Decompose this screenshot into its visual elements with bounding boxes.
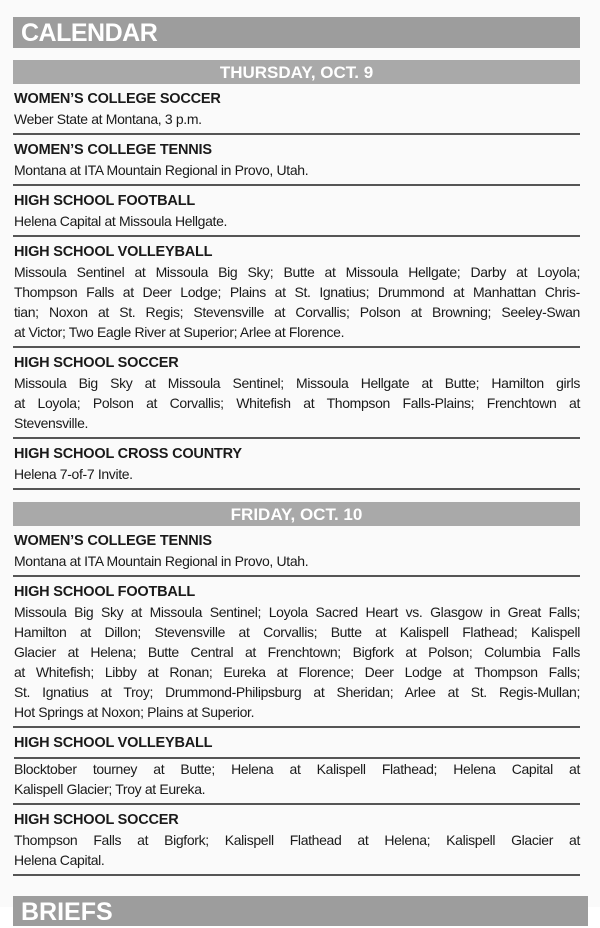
event-text: Helena Capital at Missoula Hellgate. <box>14 213 228 229</box>
event-text: at Loyola; Polson at Corvallis; Whitefish at Thompson Falls-Plains; Frenchtown at <box>14 395 580 411</box>
event-section <box>13 348 580 439</box>
event-text: Missoula Big Sky at Missoula Sentinel; Missoula Hellgate at Butte; Hamilton girls <box>14 375 580 391</box>
event-section <box>13 84 580 135</box>
event-text: Thompson Falls at Deer Lodge; Plains at St. Ignatius; Drummond at Manhattan Chris- <box>14 284 580 300</box>
briefs-header: BRIEFS <box>13 896 588 926</box>
event-text: Helena 7-of-7 Invite. <box>14 466 133 482</box>
event-text: Weber State at Montana, 3 p.m. <box>14 111 202 127</box>
event-section <box>13 728 580 805</box>
sport-heading: WOMEN’S COLLEGE TENNIS <box>14 142 212 158</box>
day-header: THURSDAY, OCT. 9 <box>13 60 580 84</box>
event-text: Helena Capital. <box>14 852 105 868</box>
sport-heading: HIGH SCHOOL CROSS COUNTRY <box>14 446 242 462</box>
sport-heading: HIGH SCHOOL SOCCER <box>14 812 179 828</box>
calendar-header: CALENDAR <box>13 17 580 48</box>
event-text: tian; Noxon at St. Regis; Stevensville at Corvallis; Polson at Browning; Seeley-Swan <box>14 304 580 320</box>
event-text: St. Ignatius at Troy; Drummond-Philipsburg at Sheridan; Arlee at St. Regis-Mullan; <box>14 684 580 700</box>
event-section <box>13 805 580 876</box>
event-text: Hamilton at Dillon; Stevensville at Corvallis; Butte at Kalispell Flathead; Kalispell <box>14 624 580 640</box>
sport-heading: HIGH SCHOOL VOLLEYBALL <box>14 244 213 260</box>
event-section <box>13 577 580 728</box>
event-section <box>13 135 580 186</box>
event-section <box>13 186 580 237</box>
sport-heading: HIGH SCHOOL VOLLEYBALL <box>14 733 580 759</box>
event-text: Missoula Sentinel at Missoula Big Sky; Butte at Missoula Hellgate; Darby at Loyola; <box>14 264 580 280</box>
event-text: at Victor; Two Eagle River at Superior; Arlee at Florence. <box>14 324 345 340</box>
event-text: Stevensville. <box>14 415 89 431</box>
sport-heading: WOMEN’S COLLEGE TENNIS <box>14 533 212 549</box>
event-section <box>13 237 580 348</box>
event-section <box>13 526 580 577</box>
event-text: at Whitefish; Libby at Ronan; Eureka at Florence; Deer Lodge at Thompson Falls; <box>14 664 580 680</box>
event-text: Missoula Big Sky at Missoula Sentinel; Loyola Sacred Heart vs. Glasgow in Great Falls; <box>14 604 580 620</box>
sport-heading: HIGH SCHOOL FOOTBALL <box>14 193 196 209</box>
day-header: FRIDAY, OCT. 10 <box>13 502 580 526</box>
sport-heading: WOMEN’S COLLEGE SOCCER <box>14 91 221 107</box>
event-text: Montana at ITA Mountain Regional in Provo, Utah. <box>14 162 309 178</box>
event-text: Glacier at Helena; Butte Central at Frenchtown; Bigfork at Polson; Columbia Falls <box>14 644 580 660</box>
event-text: Thompson Falls at Bigfork; Kalispell Flathead at Helena; Kalispell Glacier at <box>14 832 580 848</box>
event-text: Blocktober tourney at Butte; Helena at Kalispell Flathead; Helena Capital at <box>14 761 580 777</box>
event-text: Montana at ITA Mountain Regional in Provo, Utah. <box>14 553 309 569</box>
sport-heading: HIGH SCHOOL SOCCER <box>14 355 179 371</box>
event-text: Kalispell Glacier; Troy at Eureka. <box>14 781 206 797</box>
event-text: Hot Springs at Noxon; Plains at Superior. <box>14 704 255 720</box>
event-section <box>13 439 580 490</box>
sport-heading: HIGH SCHOOL FOOTBALL <box>14 584 196 600</box>
calendar-column <box>13 17 580 876</box>
